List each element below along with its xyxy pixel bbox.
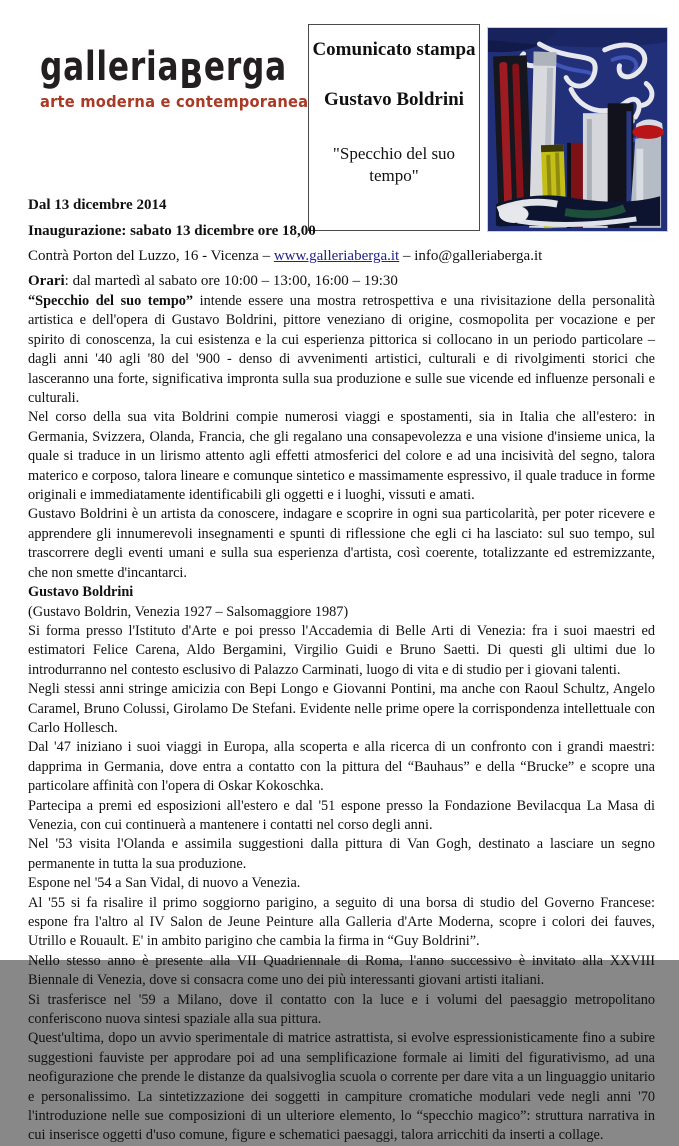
- press-release-body: [28, 292, 655, 1146]
- logo-title: [40, 44, 287, 98]
- paragraph-formation: Si forma presso l'Istituto d'Arte e poi presso l'Accademia di Belle Arti di Venezia: fra i suoi maestri ed estimatori Felice Carena, Aldo Bergamini, Virgilio Guidi e Bruno Saetti. Di questi gli ultimi due lo introdurranno nel contesto esclusivo di Palazzo Carminati, luogo di vita e di studio per i giovani talenti.: [28, 622, 655, 678]
- address-suffix: – info@galleriaberga.it: [399, 248, 543, 264]
- paragraph-san-vidal: Espone nel '54 a San Vidal, di nuovo a Venezia.: [28, 875, 301, 892]
- event-date-line: Dal 13 dicembre 2014: [28, 197, 167, 213]
- hours-value: : dal martedì al sabato ore 10:00 – 13:00, 16:00 – 19:30: [64, 273, 398, 289]
- logo-title-part3: erga: [203, 44, 287, 90]
- paragraph-intro: [28, 292, 655, 408]
- press-box-artist-name: Gustavo Boldrini: [324, 89, 464, 110]
- press-release-box: [308, 24, 480, 231]
- opening-info-line: Inaugurazione: sabato 13 dicembre ore 18,00: [28, 223, 316, 239]
- abstract-painting-graphic: [488, 28, 667, 231]
- paragraph-europe-travels: Dal '47 iniziano i suoi viaggi in Europa, alla scoperta e alla ricerca di un confronto con i grandi maestri: dapprima in Germania, dove entra a contatto con la pittura del “Bauhaus” e della “Brucke” e scopre una particolare affinità con l'opera di Oskar Kokoschka.: [28, 739, 655, 795]
- paragraph-biennale: Nello stesso anno è presente alla VII Quadriennale di Roma, l'anno successivo è invitato alla XXVIII Biennale di Venezia, dove si consacra come uno dei più interessanti giovani artisti italiani.: [28, 952, 655, 989]
- paragraph-travels: Nel corso della sua vita Boldrini compie numerosi viaggi e spostamenti, sia in Italia che all'estero: in Germania, Svizzera, Olanda, Francia, che gli regalano una consapevolezza e una visione d'insieme unica, la quale si traduce in un lirismo attento agli effetti atmosferici del colore e ad una incisività del segno, talora materico e corposo, talora lineare e comunque sintetico e massimamente espressivo, il quale traduce in forme originali e immediatamente identificabili gli oggetti e i luoghi, vissuti e amati.: [28, 409, 655, 504]
- address-line: [28, 248, 542, 265]
- press-box-exhibition-title: "Specchio del suo tempo": [332, 144, 456, 185]
- hours-label: Orari: [28, 273, 65, 289]
- address-prefix: Contrà Porton del Luzzo, 16 - Vicenza –: [28, 248, 274, 264]
- logo-tagline: arte moderna e contemporanea: [40, 92, 309, 111]
- paragraph-intro-text: intende essere una mostra retrospettiva e una rivisitazione della personalità artistica e dell'opera di Gustavo Boldrini, pittore veneziano di origine, cosmopolita per vocazione e per spirito di conoscenza, la cui esistenza e la cui esperienza pittorica si collocano in un periodo particolare – dagli anni '40 agli '80 del '900 - denso di avvenimenti artistici, culturali e di rivolgimenti storici che lasceranno una forte, significativa impronta sulla sua produzione e sulle sue vicende ed influenze personali e culturali.: [28, 293, 655, 407]
- letterhead: [0, 0, 679, 293]
- logo-title-capital-b: B: [179, 52, 204, 98]
- website-link[interactable]: www.galleriaberga.it: [273, 248, 400, 264]
- paragraph-olanda: Nel '53 visita l'Olanda e assimila suggestioni dalla pittura di Van Gogh, destinato a lasciare un segno permanente in tutta la sua produzione.: [28, 836, 655, 872]
- paragraph-bevilacqua: Partecipa a premi ed esposizioni all'estero e dal '51 espone presso la Fondazione Bevilacqua La Masa di Venezia, con cui continuerà a mantenere i contatti nel corso degli anni.: [28, 797, 655, 833]
- paragraph-style-evolution: Quest'ultima, dopo un avvio sperimentale di matrice astrattista, si evolve espressionisticamente fino a subire suggestioni fauviste per approdare poi ad una semplificazione formale ai limiti del figurativismo, ad una neofigurazione che prende le distanze da qualsivoglia scuola o corrente per dare vita a un linguaggio unitario e personalissimo. La sintetizzazione dei soggetti in campiture cromatiche modulari vede negli anni '70 l'introduzione nelle sue composizioni di un ulteriore elemento, lo “specchio magico”: struttura narrativa in cui inserisce oggetti d'uso comune, figure e schematici paesaggi, talora arricchiti da inserti a collage.: [28, 1030, 655, 1144]
- paragraph-friendships: Negli stessi anni stringe amicizia con Bepi Longo e Giovanni Pontini, ma anche con Raoul Schultz, Angelo Caramel, Bruno Colussi, Girolamo De Stefani. Evidente nelle prime opere la corrispondenza intellettuale con Carlo Hollesch.: [28, 681, 655, 736]
- paragraph-artist: Gustavo Boldrini è un artista da conoscere, indagare e scoprire in ogni sua particolarità, per poter ricevere e apprendere gli innumerevoli insegnamenti e spunti di riflessione che egli ci ha lasciato: sul suo tempo, sul trascorrere degli eventi umani e sulla sua esperienza d'artista, così coerente, totalizzante ed estremizzante, che non smette d'incantarci.: [28, 506, 655, 581]
- opening-hours-line: [28, 273, 398, 290]
- paragraph-milano: Si trasferisce nel '59 a Milano, dove il contatto con la luce e i volumi del paesaggio metropolitano conferiscono nuova sintesi spaziale alla sua pittura.: [28, 991, 655, 1028]
- bio-subtitle: (Gustavo Boldrin, Venezia 1927 – Salsomaggiore 1987): [28, 603, 349, 620]
- press-box-title: Comunicato stampa: [312, 39, 476, 60]
- bio-heading: Gustavo Boldrini: [28, 584, 134, 601]
- paragraph-paris: Al '55 si fa risalire il primo soggiorno parigino, a seguito di una borsa di studio del Governo Francese: espone fra l'altro al IV Salon de Jeune Peinture alla Galleria d'Arte Moderna, scopre i colori dei fauves, Utrillo e Rouault. E' in ambito parigino che cambia la firma in “Guy Boldrini”.: [28, 894, 655, 950]
- logo-title-part1: galleria: [40, 44, 180, 90]
- exhibition-title-lead: “Specchio del suo tempo”: [28, 293, 194, 309]
- boldrini-painting-photo: [487, 27, 668, 232]
